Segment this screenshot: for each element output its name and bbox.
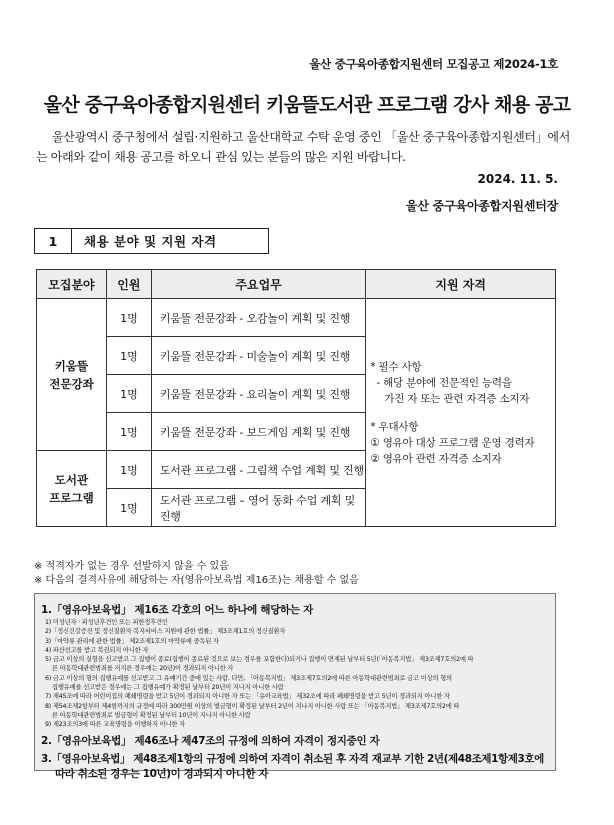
list-item: 8) 제54조제2항부터 제4항까지의 규정에 따라 300만원 이상의 벌금형이 확정된 날부터 2년이 지나지 아니한 사람 또는 「아동복지법」 제3조제7호의2에 따 (45, 702, 460, 710)
list-item: 6) 금고 이상의 형의 집행유예를 선고받고 그 유예기간 중에 있는 사람. 다만, 「아동복지법」 제3조제7호의2에 따른 아동학대관련범죄로 금고 이상의 형의 (45, 674, 452, 682)
field-library (37, 451, 107, 527)
disq-item1-list (41, 618, 549, 730)
section-title: 채용 분야 및 지원 자격 (72, 228, 269, 254)
count-cell: 1명 (106, 489, 151, 527)
list-item: 9) 제23조의3에 따른 교육명령을 이행하지 아니한 자 (45, 721, 186, 729)
field-label: 키움뜰 전문강좌 (49, 358, 94, 391)
count-cell: 1명 (106, 413, 151, 451)
qual-required-head: * 필수 사항 (370, 360, 422, 373)
qual-required-2: 가진 자 또는 관련 자격증 소지자 (384, 392, 530, 405)
note-item: ※ 다음의 결격사유에 해당하는 자(영유아보육법 제16조)는 채용할 수 없음 (34, 575, 359, 586)
list-item: 7) 제45조에 따라 어린이집의 폐쇄명령을 받고 5년이 경과되지 아니한 자 또는 「유아교육법」 제32조에 따라 폐쇄명령을 받고 5년이 경과되지 아니한 자 (45, 693, 450, 701)
signature: 울산 중구육아종합지원센터장 (405, 199, 558, 213)
task-cell: 도서관 프로그램 - 그림책 수업 계획 및 진행 (151, 451, 366, 489)
notice-number: 울산 중구육아종합지원센터 모집공고 제2024-1호 (309, 57, 558, 71)
list-item: 른 아동학대관련범죄를 저지른 경우에는 20년)이 경과되지 아니한 자 (52, 665, 234, 673)
disq-item3: 3.「영유아보육법」 제48조제1항의 규정에 의하여 자격이 취소된 후 자격 재교부 기한 2년(제48조제1항제3호에따라 취소된 경우는 10년)이 경과되지 아니한 자 (41, 752, 544, 780)
count-cell: 1명 (106, 337, 151, 375)
qual-pref-head: * 우대사항 (370, 420, 419, 433)
field-kium (37, 299, 107, 451)
section-heading (34, 228, 269, 254)
header-qualification: 지원 자격 (366, 270, 556, 299)
field-label: 도서관 프로그램 (49, 472, 94, 505)
table-row (37, 299, 556, 337)
count-cell: 1명 (106, 299, 151, 337)
list-item: 집행유예를 선고받은 경우에는 그 집행유예가 확정된 날부터 20년이 지나지 아니한 사람 (52, 684, 284, 692)
recruitment-table (36, 269, 556, 527)
header-count: 인원 (106, 270, 151, 299)
table-header-row (37, 270, 556, 299)
disq-item1-head: 1.「영유아보육법」 제16조 각호의 어느 하나에 해당하는 자 (41, 604, 313, 616)
notes (34, 560, 359, 588)
list-item: 른 아동학대관련범죄로 벌금형이 확정된 날부터 10년이 지나지 아니한 사람 (52, 711, 251, 719)
header-field: 모집분야 (37, 270, 107, 299)
task-cell: 키움뜰 전문강좌 - 요리놀이 계획 및 진행 (151, 375, 366, 413)
disqualification-box (34, 593, 556, 780)
qual-required-1: - 해당 분야에 전문적인 능력을 (376, 376, 512, 389)
disq-item2: 2.「영유아보육법」 제46조나 제47조의 규정에 의하여 자격이 정지중인 자 (41, 734, 380, 747)
notice-date: 2024. 11. 5. (477, 172, 558, 186)
task-cell: 키움뜰 전문강좌 - 보드게임 계획 및 진행 (151, 413, 366, 451)
qualification-cell (366, 299, 556, 527)
count-cell: 1명 (106, 375, 151, 413)
list-item: 1) 미성년자 · 피성년후견인 또는 피한정후견인 (45, 619, 168, 626)
header-task: 주요업무 (151, 270, 366, 299)
note-item: ※ 적격자가 없는 경우 선발하지 않을 수 있음 (34, 561, 229, 572)
task-cell: 키움뜰 전문강좌 - 미술놀이 계획 및 진행 (151, 337, 366, 375)
list-item: 4) 파산선고를 받고 복권되지 아니한 자 (45, 646, 149, 654)
page-title: 울산 중구육아종합지원센터 키움뜰도서관 프로그램 강사 채용 공고 (43, 94, 571, 116)
qual-pref-2: ② 영유아 관련 자격증 소지자 (370, 452, 502, 465)
section-number: 1 (34, 228, 72, 254)
list-item: 2)「정신건강증진 및 정신질환자 복지서비스 지원에 관한 법률」 제3조제1호의 정신질환자 (45, 628, 286, 636)
list-item: 3)「마약류 관리에 관한 법률」 제2조제1호의 마약류에 중독된 자 (45, 637, 219, 645)
task-cell: 도서관 프로그램 – 영어 동화 수업 계획 및 진행 (151, 489, 366, 527)
task-cell: 키움뜰 전문강좌 - 오감놀이 계획 및 진행 (151, 299, 366, 337)
list-item: 5) 금고 이상의 실형을 선고받고 그 집행이 종료(집행이 종료된 것으로 보는 경우를 포함한다)되거나 집행이 면제된 날부터 5년(「아동복지법」 제3조제7호의2에 따 (45, 656, 474, 664)
intro-paragraph: 울산광역시 중구청에서 설립·지원하고 울산대학교 수탁 운영 중인 「울산 중구육아종합지원센터」에서는 아래와 같이 채용 공고를 하오니 관심 있는 분들의 많은 지원 바랍니다. (36, 130, 571, 164)
count-cell: 1명 (106, 451, 151, 489)
qual-pref-1: ① 영유아 대상 프로그램 운영 경력자 (370, 436, 535, 449)
